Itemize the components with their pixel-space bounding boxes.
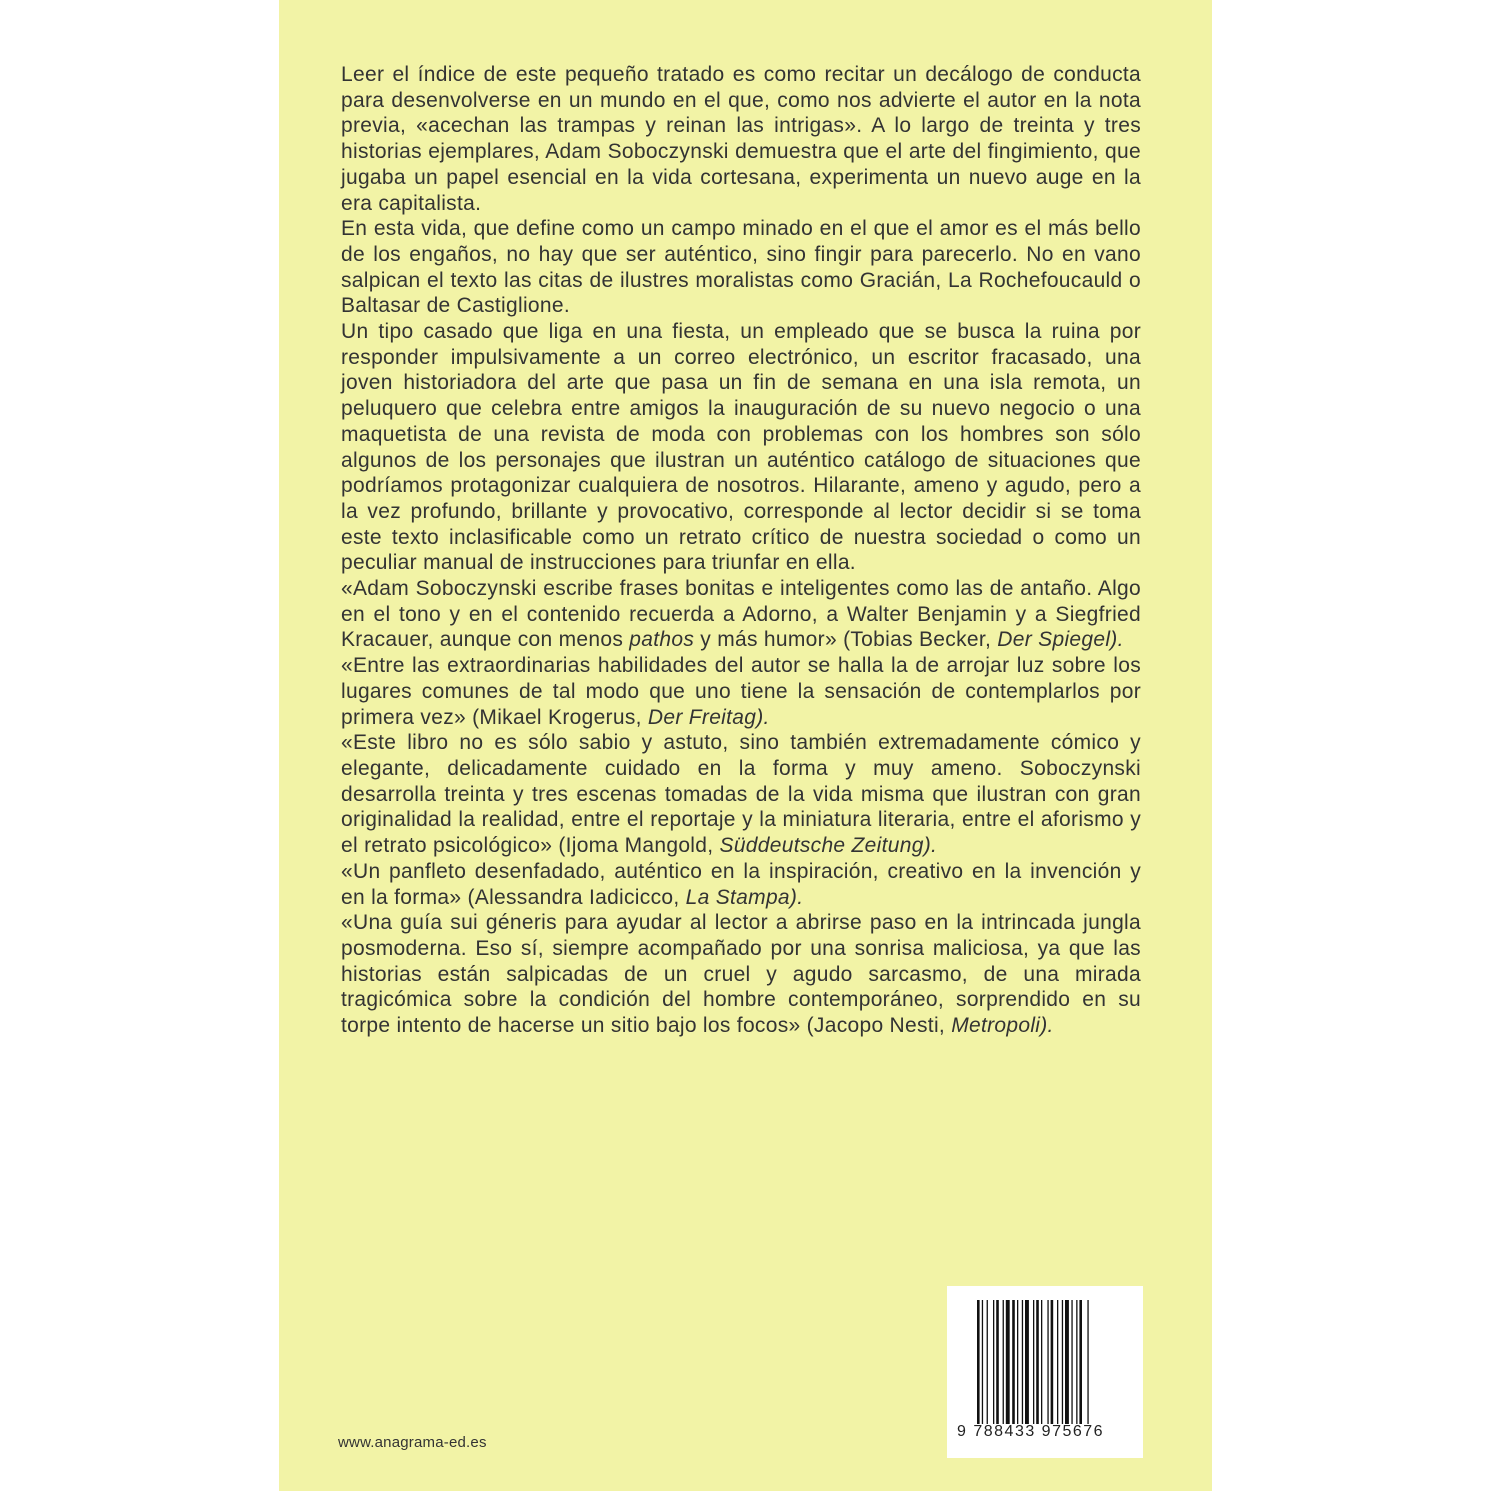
text-run: «Este libro no es sólo sabio y astuto, sino también extremadamente cómico y elegante, delicadamente cuidado en la forma y muy ameno. Soboczynski desarrolla treinta y tres escenas tomadas de la vida misma que ilustran con gran originalidad la realidad, entre el reportaje y la miniatura literaria, entre el aforismo y el retrato psicológico» (Ijoma Mangold,	[341, 731, 1141, 858]
book-back-cover	[279, 0, 1212, 1491]
italic-text: Süddeutsche Zeitung).	[719, 834, 938, 858]
italic-text: Metropoli).	[951, 1014, 1054, 1038]
blurb-paragraph	[341, 859, 1141, 910]
text-run: En esta vida, que define como un campo minado en el que el amor es el más bello de los engaños, no hay que ser auténtico, sino fingir para parecerlo. No en vano salpican el texto las citas de ilustres moralistas como Gracián, La Rochefoucauld o Baltasar de Castiglione.	[341, 217, 1141, 318]
blurb-paragraph	[341, 216, 1141, 319]
text-run: «Adam Soboczynski escribe frases bonitas e inteligentes como las de antaño. Algo en el tono y en el contenido recuerda a Adorno, a Walter Benjamin y a Siegfried Kracauer, aunque con menos	[341, 577, 1141, 652]
publisher-website: www.anagrama-ed.es	[338, 1434, 487, 1451]
blurb-paragraph	[341, 730, 1141, 859]
italic-text: pathos	[629, 628, 695, 652]
blurb-paragraph	[341, 576, 1141, 653]
text-run: Leer el índice de este pequeño tratado es como recitar un decálogo de conducta para desenvolverse en un mundo en el que, como nos advierte el autor en la nota previa, «acechan las trampas y reinan las intrigas». A lo largo de treinta y tres historias ejemplares, Adam Soboczynski demuestra que el arte del fingimiento, que jugaba un papel esencial en la vida cortesana, experimenta un nuevo auge en la era capitalista.	[341, 63, 1141, 215]
italic-text: Der Spiegel).	[997, 628, 1124, 652]
text-run: «Un panfleto desenfadado, auténtico en la inspiración, creativo en la invención y en la forma» (Alessandra Iadicicco,	[341, 859, 1141, 909]
italic-text: Der Freitag).	[647, 705, 770, 729]
barcode-digits: 9 788433 975676	[957, 1423, 1105, 1440]
barcode	[947, 1286, 1143, 1458]
italic-text: La Stampa).	[685, 885, 804, 909]
blurb-paragraph	[341, 62, 1141, 216]
text-run: «Una guía sui géneris para ayudar al lector a abrirse paso en la intrincada jungla posmoderna. Eso sí, siempre acompañado por una sonrisa maliciosa, ya que las historias están salpicadas de un cruel y agudo sarcasmo, de una mirada tragicómica sobre la condición del hombre contemporáneo, sorprendido en su torpe intento de hacerse un sitio bajo los focos» (Jacopo Nesti,	[341, 911, 1141, 1038]
text-run: y más humor» (Tobias Becker,	[694, 628, 998, 652]
blurb-text	[341, 62, 1141, 1039]
blurb-paragraph	[341, 319, 1141, 576]
blurb-paragraph	[341, 653, 1141, 730]
text-run: Un tipo casado que liga en una fiesta, un empleado que se busca la ruina por responder impulsivamente a un correo electrónico, un escritor fracasado, una joven historiadora del arte que pasa un fin de semana en una isla remota, un peluquero que celebra entre amigos la inauguración de su nuevo negocio o una maquetista de una revista de moda con problemas con los hombres son sólo algunos de los personajes que ilustran un auténtico catálogo de situaciones que podríamos protagonizar cualquiera de nosotros. Hilarante, ameno y agudo, pero a la vez profundo, brillante y provocativo, corresponde al lector decidir si se toma este texto inclasificable como un retrato crítico de nuestra sociedad o como un peculiar manual de instrucciones para triunfar en ella.	[341, 320, 1141, 575]
barcode-bars	[977, 1300, 1123, 1424]
text-run: «Entre las extraordinarias habilidades del autor se halla la de arrojar luz sobre los lugares comunes de tal modo que uno tiene la sensación de contemplarlos por primera vez» (Mikael Krogerus,	[341, 654, 1141, 729]
blurb-paragraph	[341, 910, 1141, 1039]
